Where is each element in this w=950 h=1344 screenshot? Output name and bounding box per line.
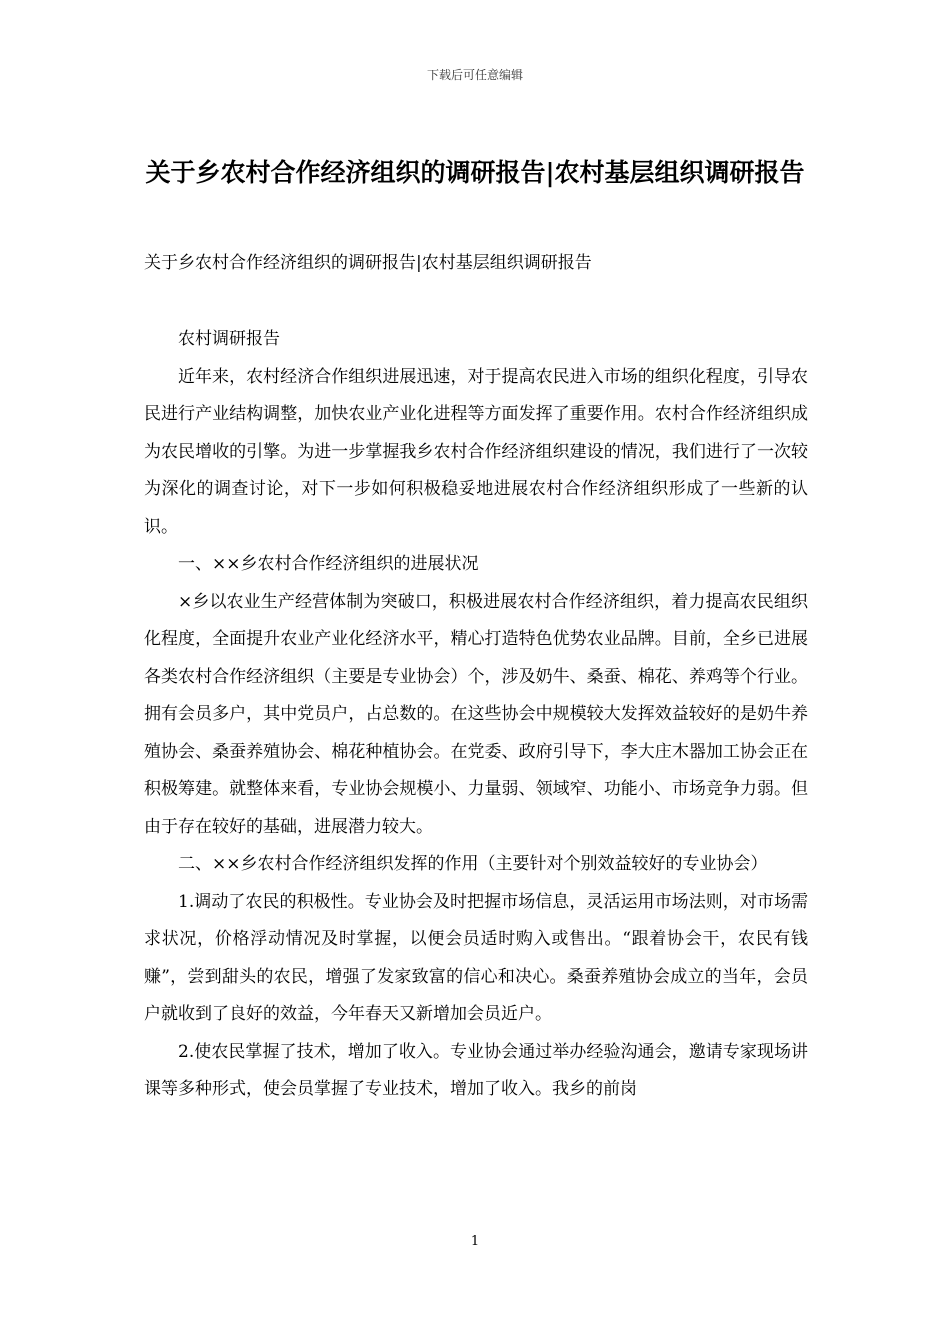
section-heading-1: 一、××乡农村合作经济组织的进展状况	[178, 554, 479, 574]
document-body	[144, 321, 808, 1109]
paragraph-status: ×乡以农业生产经营体制为突破口，积极进展农村合作经济组织，着力提高农民组织化程度，全面提升农业产业化经济水平，精心打造特色优势农业品牌。目前，全乡已进展各类农村合作经济组织（主要是专业协会）个，涉及奶牛、桑蚕、棉花、养鸡等个行业。拥有会员多户，其中党员户，占总数的。在这些协会中规模较大发挥效益较好的是奶牛养殖协会、桑蚕养殖协会、棉花种植协会。在党委、政府引导下，李大庄木器加工协会正在积极筹建。就整体来看，专业协会规模小、力量弱、领域窄、功能小、市场竞争力弱。但由于存在较好的基础，进展潜力较大。	[144, 591, 808, 837]
page-number: 1	[470, 1234, 480, 1249]
paragraph-report-label: 农村调研报告	[178, 329, 280, 349]
paragraph-point-1: 1.调动了农民的积极性。专业协会及时把握市场信息，灵活运用市场法则，对市场需求状况，价格浮动情况及时掌握，以便会员适时购入或售出。“跟着协会干，农民有钱赚”，尝到甜头的农民，增强了发家致富的信心和决心。桑蚕养殖协会成立的当年，会员户就收到了良好的效益，今年春天又新增加会员近户。	[144, 891, 808, 1024]
document-title: 关于乡农村合作经济组织的调研报告|农村基层组织调研报告	[145, 158, 805, 187]
page-header-note: 下载后可任意编辑	[426, 68, 523, 82]
document-subtitle: 关于乡农村合作经济组织的调研报告|农村基层组织调研报告	[144, 253, 592, 273]
section-heading-2: 二、××乡农村合作经济组织发挥的作用（主要针对个别效益较好的专业协会）	[178, 854, 768, 874]
paragraph-point-2: 2.使农民掌握了技术，增加了收入。专业协会通过举办经验沟通会，邀请专家现场讲课等多种形式，使会员掌握了专业技术，增加了收入。我乡的前岗	[144, 1041, 808, 1099]
paragraph-intro: 近年来，农村经济合作组织进展迅速，对于提高农民进入市场的组织化程度，引导农民进行产业结构调整，加快农业产业化进程等方面发挥了重要作用。农村合作经济组织成为农民增收的引擎。为进一步掌握我乡农村合作经济组织建设的情况，我们进行了一次较为深化的调查讨论，对下一步如何积极稳妥地进展农村合作经济组织形成了一些新的认识。	[144, 366, 808, 537]
